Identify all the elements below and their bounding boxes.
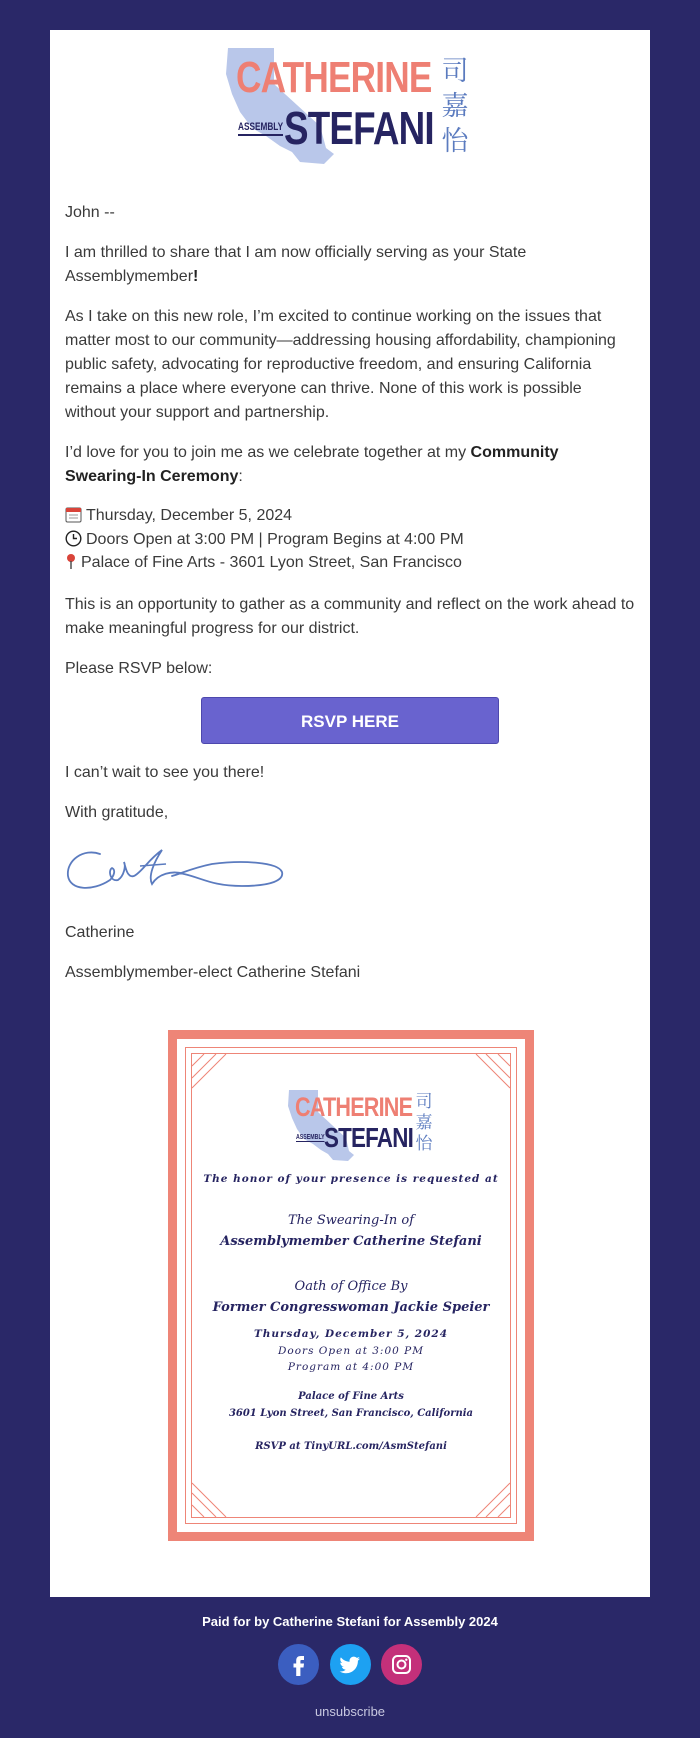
pushpin-icon: [65, 553, 77, 570]
corner-ornament-icon: [474, 1054, 510, 1090]
invitation-honor: The honor of your presence is requested at: [203, 1173, 499, 1185]
paragraph-see-you: I can’t wait to see you there!: [65, 764, 265, 781]
twitter-icon: [330, 1644, 371, 1685]
calendar-icon: [65, 506, 82, 523]
facebook-link[interactable]: [278, 1644, 319, 1685]
paragraph-invite: I’d love for you to join me as we celebrate together at my Community Swearing-In Ceremony:: [65, 444, 559, 485]
paragraph-announcement: I am thrilled to share that I am now officially serving as your State Assemblymember!: [65, 244, 527, 285]
invitation-date: Thursday, December 5, 2024: [253, 1328, 449, 1340]
signature-icon: [62, 840, 292, 902]
invitation-program: Program at 4:00 PM: [287, 1361, 415, 1373]
logo-stefani: STEFANI: [284, 102, 434, 154]
closing: With gratitude,: [65, 804, 169, 821]
invitation-oath: Oath of Office By: [294, 1279, 408, 1294]
paragraph-role: As I take on this new role, I’m excited to continue working on the issues that matter most to our community—addressing housing affordability, championing public safety, advocating for reproductive freedom, and ensuring California remains a place where everyone can thrive. None of this work is possible without your support and partnership.: [65, 308, 616, 421]
invitation-address: 3601 Lyon Street, San Francisco, California: [228, 1408, 474, 1419]
corner-ornament-icon: [474, 1481, 510, 1517]
paragraph-rsvp-prompt: Please RSVP below:: [65, 660, 213, 677]
invitation-former: Former Congresswoman Jackie Speier: [212, 1300, 490, 1315]
twitter-link[interactable]: [330, 1644, 371, 1685]
greeting: John --: [65, 204, 115, 221]
logo-catherine: CATHERINE: [236, 53, 432, 102]
invitation-card: [168, 1030, 534, 1541]
invitation-swearing: The Swearing-In of: [287, 1213, 415, 1228]
campaign-logo: [222, 44, 478, 166]
facebook-icon: [278, 1644, 319, 1685]
paid-for-disclaimer: Paid for by Catherine Stefani for Assembly 2024: [202, 1614, 498, 1629]
rsvp-button[interactable]: RSVP HERE: [201, 697, 499, 744]
logo-assembly: ASSEMBLY: [238, 121, 283, 136]
signer-title: Assemblymember-elect Catherine Stefani: [65, 964, 361, 981]
instagram-icon: [381, 1644, 422, 1685]
invitation-logo: CATHERINE ASSEMBLY STEFANI 司 嘉 怡: [286, 1088, 436, 1162]
invitation-member: Assemblymember Catherine Stefani: [220, 1234, 482, 1249]
paragraph-opportunity: This is an opportunity to gather as a community and reflect on the work ahead to make meaningful progress for our district.: [65, 596, 635, 637]
corner-ornament-icon: [192, 1054, 228, 1090]
invitation-doors: Doors Open at 3:00 PM: [277, 1345, 424, 1357]
email-card: [50, 30, 650, 1597]
logo-chinese-name: 司 嘉 怡: [441, 56, 469, 157]
unsubscribe-link[interactable]: unsubscribe: [314, 1704, 386, 1719]
instagram-link[interactable]: [381, 1644, 422, 1685]
event-date: Thursday, December 5, 2024: [65, 504, 292, 528]
signer-name: Catherine: [65, 924, 135, 941]
corner-ornament-icon: [192, 1481, 228, 1517]
event-place: Palace of Fine Arts - 3601 Lyon Street, San Francisco: [65, 551, 462, 575]
event-time: Doors Open at 3:00 PM | Program Begins at 4:00 PM: [65, 528, 464, 552]
clock-icon: [65, 530, 82, 547]
invitation-venue: Palace of Fine Arts: [298, 1391, 404, 1402]
invitation-rsvp: RSVP at TinyURL.com/AsmStefani: [255, 1441, 447, 1452]
